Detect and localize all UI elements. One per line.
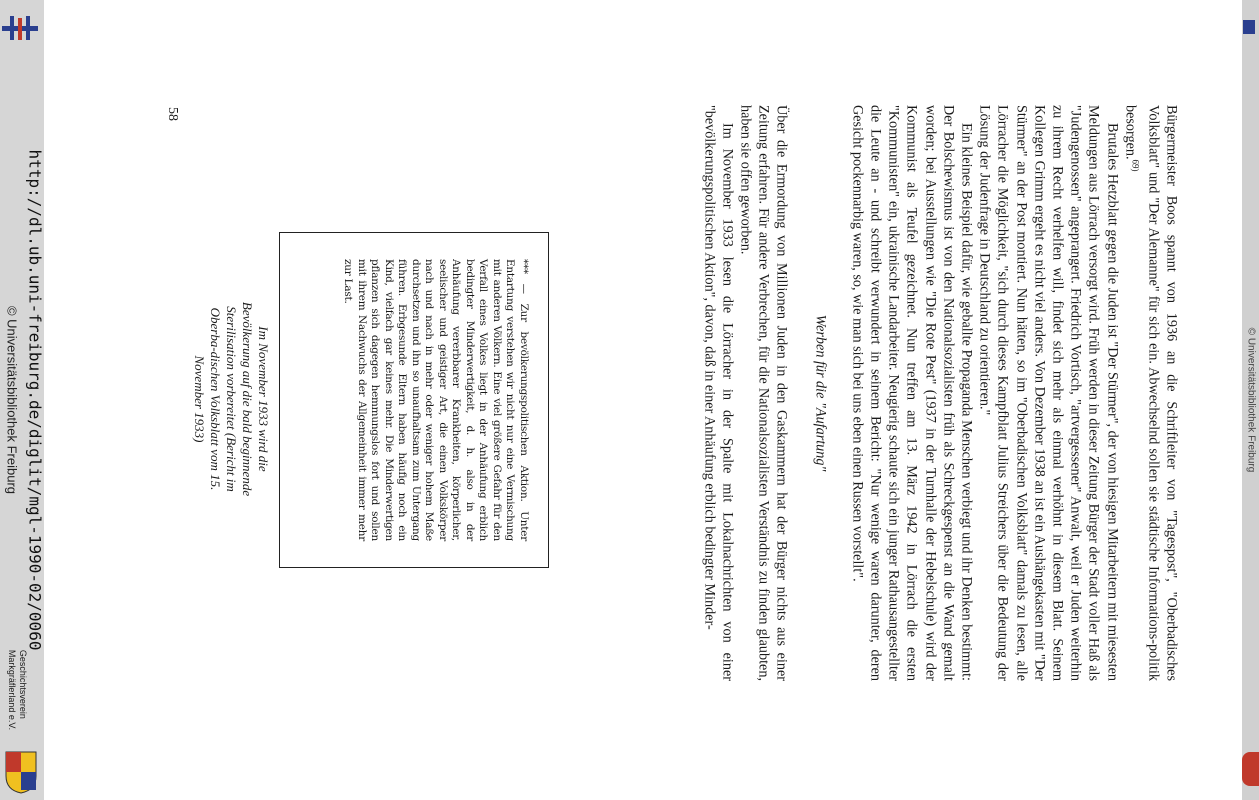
society-name: [6, 650, 28, 730]
right-logo-icon: [1243, 20, 1255, 34]
society-line-1: Geschichtsverein: [18, 649, 28, 719]
ub-logo-icon: [2, 14, 38, 44]
globe-icon: [1242, 752, 1259, 786]
page-number: 58: [165, 107, 180, 121]
document-url[interactable]: http://dl.ub.uni-freiburg.de/diglit/mgl-1990-02/0060: [25, 149, 45, 651]
society-line-2: Markgräflerland e.V.: [7, 649, 17, 731]
paragraph: Über die Ermordung von Millionen Juden in den Gaskammern hat der Bürger nichts aus einer Zeitung erfahren. Für andere Verbrechen, für die Nationalsozialisten Verständnis zu finden glaubten, haben sie offen geworben.: [737, 105, 790, 681]
society-crest-icon: [4, 750, 38, 794]
clipping-text: *** — Zur bevölkerungspolitischen Aktion. Unter Entartung verstehen wir nicht nur eine Vermischung mit anderen Völkern. Eine viel größere Gefahr für den Verfall eines Volkes liegt in der Anhäufung erblich bedingter Minderwertigkeit, d. h. also in der Anhäufung vererbbarer Krankheiten, körperlicher, seelischer und geistiger Art, die einen Volkskörper nach und nach in mehr oder weniger hohem Maße durchsetzen und ihn so unaufhaltsam zum Untergang führen. Erbgesunde Eltern haben häufig noch ein Kind, vielfach gar keines mehr. Die Minderwertigen pflanzen sich dagegen hemmungslos fort und sollen mit ihrem Nachwuchs der Allgemeinheit immer mehr zur Last.: [342, 259, 530, 541]
section-heading: Werben für die "Aufartung": [811, 314, 828, 472]
figure-caption: Im November 1933 wird die Bevölkerung auf die bald beginnende Sterilisation vorbereitet (Bericht im Oberba-dischen Volksblatt vom 15. November 1933): [192, 301, 271, 497]
footnote-ref: 69): [1129, 159, 1140, 172]
paragraph: [1121, 105, 1180, 681]
main-text-column: [700, 105, 1181, 681]
paragraph: Im November 1933 lesen die Lörracher in der Spalte mit Lokalnachrichten von einer "bevölkerungspolitischen Aktion", davon, daß in einer Anhäufung erblich bedingter Minder-: [700, 105, 736, 681]
right-margin-text: © Universitätsbibliothek Freiburg: [1245, 327, 1257, 473]
copyright-label: © Universitätsbibliothek Freiburg: [4, 305, 20, 495]
newspaper-clipping: [279, 232, 549, 568]
paragraph: Brutales Hetzblatt gegen die Juden ist "Der Stürmer", der von hiesigen Mitarbeitern mit miesesten Meldungen aus Lörrach versorgt wird. Früh werden in dieser Zeitung Bürger der Stadt voller Haß als "Judengenossen" angeprangert. Friedrich Vortisch, "artvergessener" Anwalt, weil er Juden weiterhin zu ihrem Recht verhelfen will, findet sich mehr als einmal verhöhnt in diesem Blatt. Seinem Kollegen Grimm ergeht es nicht viel anders. Von Dezember 1938 an ist ein Aushängekasten mit "Der Stürmer" an der Post montiert. Nun hätten, so im "Oberbadischen Volksblatt" damals zu lesen, alle Lörracher die Möglichkeit, "sich durch dieses Kampfblatt Julius Streichers über die Bedeutung der Lösung der Judenfrage in Deutschland zu orientieren.": [976, 105, 1120, 681]
paragraph: Ein kleines Beispiel dafür, wie geballte Propaganda Menschen verbiegt und ihr Denken bestimmt: Der Bolschewismus ist von den Nationalsozialisten früh als Schreckgespenst an die Wand gemalt worden; bei Ausstellungen wie "Die Rote Pest" (1937 in der Turnhalle der Hebelschule) wird der Kommunist als Teufel gezeichnet. Nun treffen am 13. März 1942 in Lörrach die ersten "Kommunisten" ein, ukrainische Landarbeiter. Neugierig schaute sich ein junger Rathausangestellter die Leute an - und schreibt verwundert in seinem Bericht: "Nur wenige waren darunter, deren Gesicht pockennarbig waren, so, wie man sich bei uns eben einen Russen vorstellt".: [849, 105, 975, 681]
paragraph-text: Bürgermeister Boos spannt von 1936 an die Schriftleiter von "Tagespost", "Oberbadisches Volksblatt" und "Der Alemanne" für sich ein. Abwechselnd sollen sie städtische Informations-politik besorgen.: [1122, 105, 1180, 681]
